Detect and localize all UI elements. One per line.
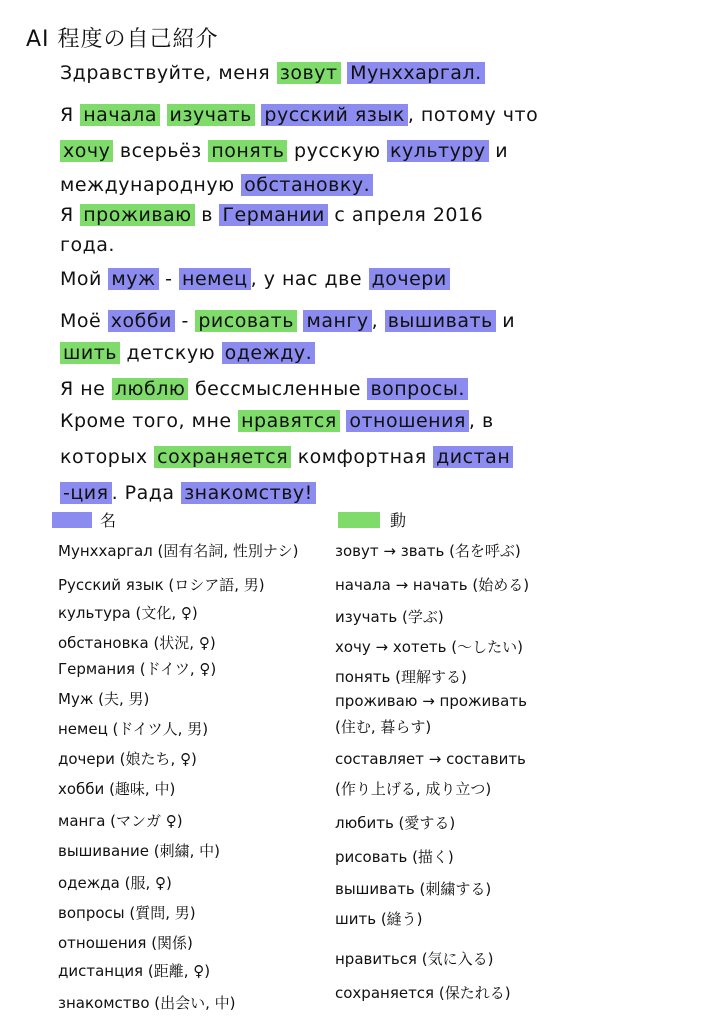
noun-highlight: -ция xyxy=(60,482,112,504)
plain-text: Моё xyxy=(60,310,108,332)
plain-text: международную xyxy=(60,174,242,196)
noun-entry: одежда (服, ♀) xyxy=(58,874,172,892)
noun-highlight: русский язык xyxy=(261,104,407,126)
verb-entry: (作り上げる, 成り立つ) xyxy=(335,780,492,798)
plain-text: года. xyxy=(60,234,115,256)
noun-highlight: Мунххаргал. xyxy=(347,62,485,84)
plain-text: . Рада xyxy=(111,482,182,504)
noun-entry: отношения (関係) xyxy=(58,934,193,952)
page-title: AI 程度の自己紹介 xyxy=(26,27,219,52)
noun-highlight: хобби xyxy=(108,310,175,332)
noun-entry: Русский язык (ロシア語, 男) xyxy=(58,576,265,594)
paragraph-line xyxy=(60,104,538,126)
noun-legend-swatch xyxy=(52,512,92,528)
verb-highlight: понять xyxy=(208,140,287,162)
verb-highlight: шить xyxy=(60,342,120,364)
plain-text: детскую xyxy=(120,342,222,364)
noun-legend-label: 名 xyxy=(100,511,117,530)
verb-highlight: зовут xyxy=(277,62,341,84)
verb-highlight: рисовать xyxy=(195,310,297,332)
plain-text xyxy=(160,104,167,126)
plain-text: которых xyxy=(60,446,155,468)
paragraph-line xyxy=(60,140,508,162)
paragraph-line xyxy=(60,378,468,400)
plain-text: комфортная xyxy=(291,446,434,468)
verb-entry: рисовать (描く) xyxy=(335,848,454,866)
verb-entry: (住む, 暮らす) xyxy=(335,718,432,736)
noun-highlight: обстановку. xyxy=(241,174,373,196)
noun-highlight: муж xyxy=(108,268,158,290)
noun-entry: манга (マンガ ♀) xyxy=(58,812,183,830)
noun-entry: хобби (趣味, 中) xyxy=(58,780,176,798)
noun-highlight: немец xyxy=(179,268,251,290)
verb-entry: хочу → хотеть (〜したい) xyxy=(335,638,523,656)
plain-text: русскую xyxy=(287,140,387,162)
paragraph-line xyxy=(60,482,316,504)
plain-text: Мой xyxy=(60,268,109,290)
verb-highlight: проживаю xyxy=(80,204,194,226)
noun-highlight: дистан xyxy=(433,446,513,468)
verb-highlight: изучать xyxy=(167,104,255,126)
plain-text: и xyxy=(495,310,516,332)
verb-entry: шить (縫う) xyxy=(335,910,423,928)
noun-highlight: дочери xyxy=(369,268,450,290)
plain-text: , потому что xyxy=(407,104,539,126)
plain-text: Я не xyxy=(60,378,112,400)
paragraph-line xyxy=(60,310,515,332)
plain-text: всерьёз xyxy=(113,140,209,162)
noun-entry: Муж (夫, 男) xyxy=(58,690,150,708)
verb-entry: проживаю → проживать xyxy=(335,692,527,710)
noun-entry: культура (文化, ♀) xyxy=(58,604,198,622)
noun-entry: дистанция (距離, ♀) xyxy=(58,962,211,980)
plain-text: , в xyxy=(468,410,494,432)
plain-text: и xyxy=(488,140,509,162)
noun-highlight: мангу xyxy=(303,310,371,332)
noun-entry: дочери (娘たち, ♀) xyxy=(58,750,197,768)
noun-highlight: знакомству! xyxy=(181,482,316,504)
noun-highlight: отношения xyxy=(346,410,469,432)
verb-highlight: начала xyxy=(80,104,160,126)
verb-entry: составляет → составить xyxy=(335,750,526,768)
plain-text: Я xyxy=(60,204,81,226)
noun-entry: обстановка (状況, ♀) xyxy=(58,634,216,652)
paragraph-line xyxy=(60,234,115,256)
noun-entry: Мунххаргал (固有名詞, 性別ナシ) xyxy=(58,542,299,560)
verb-entry: нравиться (気に入る) xyxy=(335,950,494,968)
paragraph-line xyxy=(60,62,485,84)
verb-highlight: хочу xyxy=(60,140,113,162)
noun-entry: вышивание (刺繍, 中) xyxy=(58,842,220,860)
noun-highlight: Германии xyxy=(219,204,327,226)
plain-text: , xyxy=(371,310,385,332)
verb-highlight: люблю xyxy=(112,378,189,400)
verb-entry: начала → начать (始める) xyxy=(335,576,530,594)
verb-legend-label: 動 xyxy=(390,511,407,530)
noun-entry: знакомство (出会い, 中) xyxy=(58,994,236,1012)
verb-entry: изучать (学ぶ) xyxy=(335,608,444,626)
verb-highlight: сохраняется xyxy=(154,446,291,468)
plain-text: бессмысленные xyxy=(188,378,368,400)
plain-text: Кроме того, мне xyxy=(60,410,239,432)
paragraph-line xyxy=(60,446,513,468)
noun-highlight: вышивать xyxy=(385,310,496,332)
plain-text: , у нас две xyxy=(250,268,369,290)
noun-highlight: одежду. xyxy=(222,342,316,364)
paragraph-line xyxy=(60,204,483,226)
paragraph-line xyxy=(60,410,494,432)
paragraph-line xyxy=(60,174,373,196)
verb-entry: любить (愛する) xyxy=(335,814,456,832)
paragraph-line xyxy=(60,268,450,290)
plain-text: в xyxy=(194,204,220,226)
noun-entry: Германия (ドイツ, ♀) xyxy=(58,660,217,678)
plain-text: Здравствуйте, меня xyxy=(60,62,277,84)
verb-entry: понять (理解する) xyxy=(335,668,467,686)
verb-entry: зовут → звать (名を呼ぶ) xyxy=(335,542,521,560)
verb-highlight: нравятся xyxy=(238,410,340,432)
plain-text: - xyxy=(158,268,180,290)
plain-text: с апреля 2016 xyxy=(327,204,484,226)
noun-entry: вопросы (質問, 男) xyxy=(58,904,196,922)
noun-highlight: культуру xyxy=(387,140,489,162)
plain-text: Я xyxy=(60,104,81,126)
noun-entry: немец (ドイツ人, 男) xyxy=(58,720,209,738)
verb-entry: вышивать (刺繍する) xyxy=(335,880,492,898)
paragraph-line xyxy=(60,342,315,364)
verb-legend-swatch xyxy=(338,512,380,528)
noun-highlight: вопросы. xyxy=(367,378,467,400)
plain-text: - xyxy=(174,310,196,332)
verb-entry: сохраняется (保たれる) xyxy=(335,984,511,1002)
